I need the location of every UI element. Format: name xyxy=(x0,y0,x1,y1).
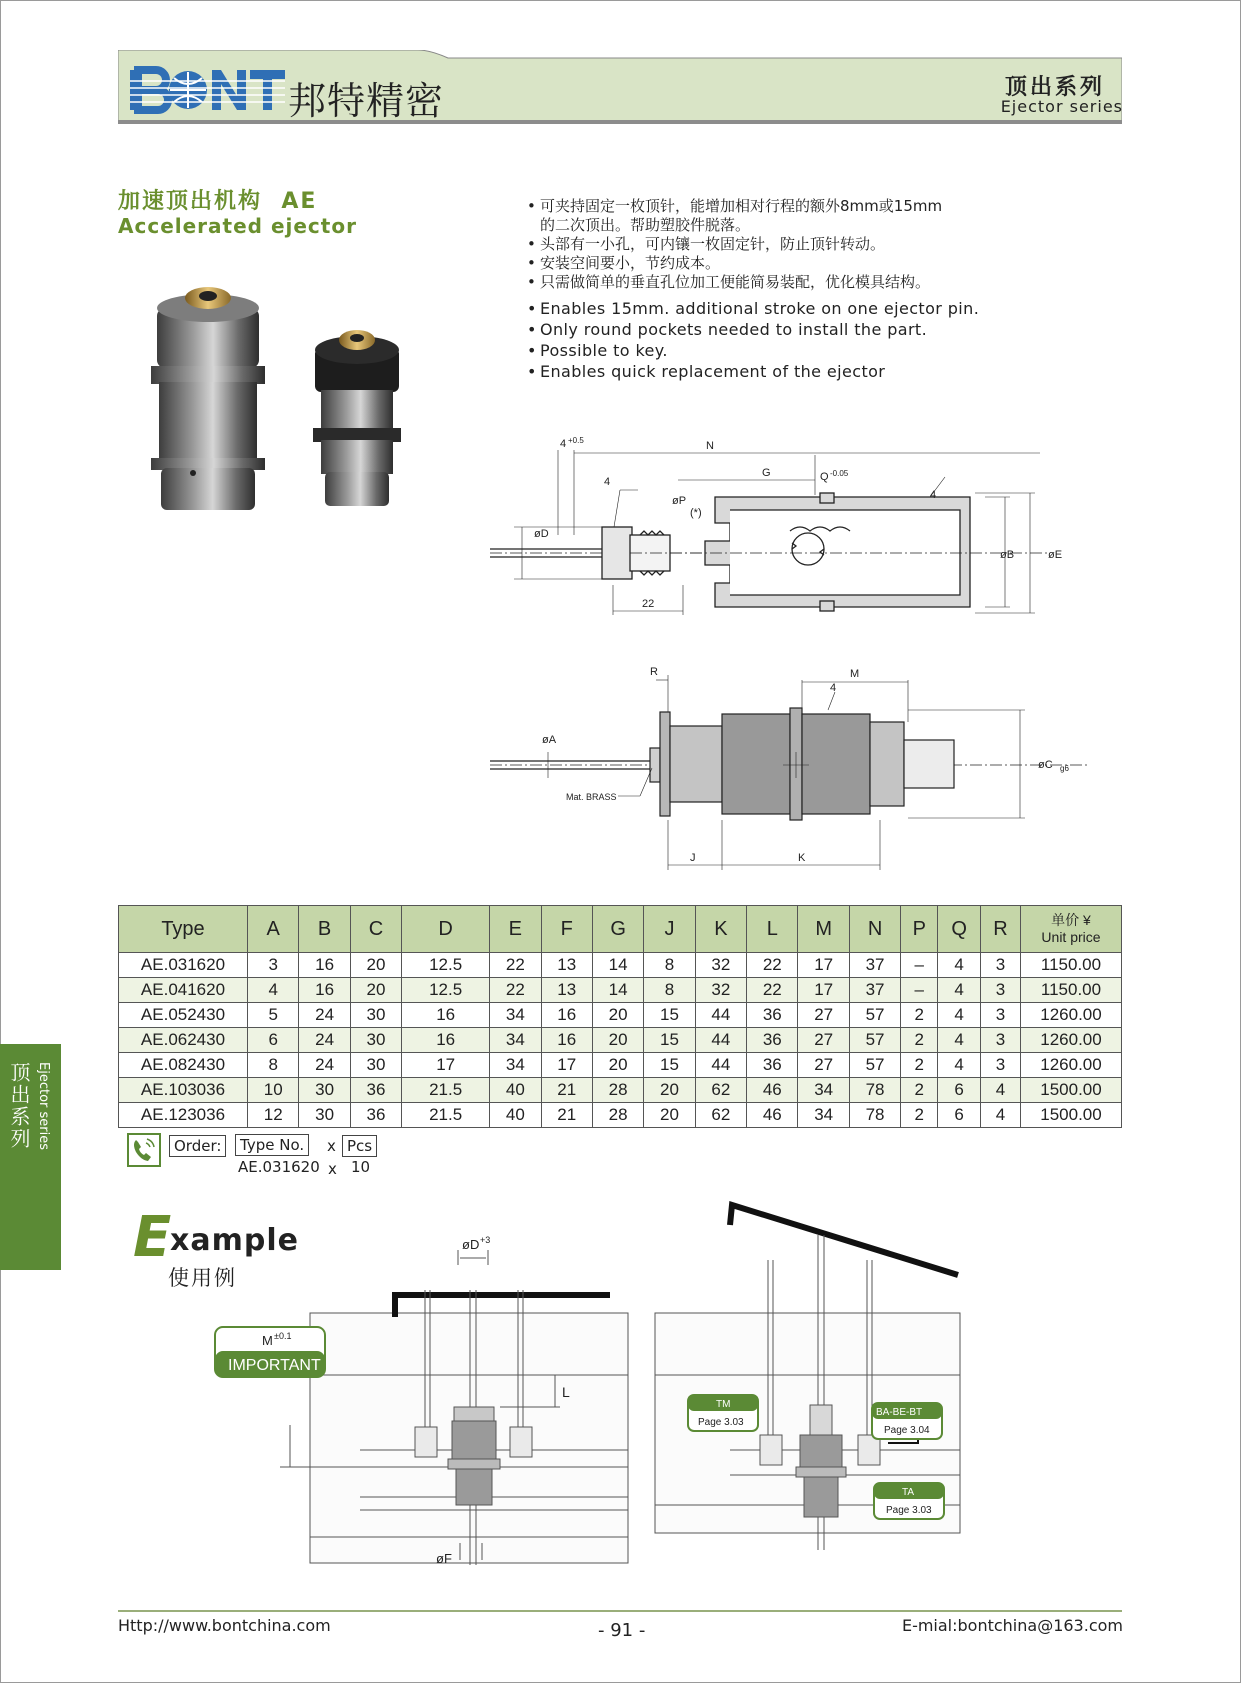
dim-cell: 30 xyxy=(350,1028,401,1053)
dim-cell: 17 xyxy=(541,1053,592,1078)
svg-text:-0.05: -0.05 xyxy=(830,469,849,478)
dim-cell: 34 xyxy=(490,1053,541,1078)
col-header: B xyxy=(299,906,350,953)
dim-cell: 16 xyxy=(402,1028,490,1053)
dim-cell: 4 xyxy=(938,1028,981,1053)
dim-cell: 62 xyxy=(695,1103,746,1128)
order-times: x xyxy=(327,1137,336,1155)
dim-cell: 46 xyxy=(747,1078,798,1103)
dim-cell: 2 xyxy=(901,1078,938,1103)
dim-cell: 4 xyxy=(938,1053,981,1078)
svg-text:øA: øA xyxy=(542,734,557,746)
col-header: J xyxy=(644,906,695,953)
dim-cell: 4 xyxy=(248,978,299,1003)
dim-cell: 5 xyxy=(248,1003,299,1028)
col-header: Q xyxy=(938,906,981,953)
dim-cell: 3 xyxy=(980,1028,1020,1053)
svg-text:4: 4 xyxy=(930,489,937,501)
svg-text:Page 3.04: Page 3.04 xyxy=(884,1425,930,1436)
dim-cell: 27 xyxy=(798,1053,849,1078)
table-header-row xyxy=(119,906,1122,953)
feature-cn-4: • 只需做简单的垂直孔位加工便能简易装配，优化模具结构。 xyxy=(525,273,1045,292)
dim-cell: 37 xyxy=(849,978,900,1003)
svg-text:M: M xyxy=(850,668,860,680)
dim-cell: 20 xyxy=(592,1053,643,1078)
product-code: AE xyxy=(281,189,318,214)
svg-text:øD: øD xyxy=(462,1237,480,1252)
dim-cell: 34 xyxy=(490,1028,541,1053)
type-cell: AE.123036 xyxy=(119,1103,248,1128)
order-example-times: x xyxy=(328,1160,337,1178)
type-cell: AE.082430 xyxy=(119,1053,248,1078)
dim-cell: 30 xyxy=(299,1078,350,1103)
type-cell: AE.062430 xyxy=(119,1028,248,1053)
dim-cell: 20 xyxy=(644,1103,695,1128)
dim-cell: 32 xyxy=(695,953,746,978)
dim-cell: 20 xyxy=(350,978,401,1003)
bont-logo xyxy=(130,66,285,114)
dim-cell: 34 xyxy=(490,1003,541,1028)
svg-text:J: J xyxy=(690,852,696,864)
dim-cell: 16 xyxy=(541,1003,592,1028)
svg-text:4: 4 xyxy=(830,682,837,694)
dim-cell: 17 xyxy=(798,953,849,978)
dim-cell: 12.5 xyxy=(402,953,490,978)
feature-cn-3: • 安装空间要小，节约成本。 xyxy=(525,254,1045,273)
footer-rule xyxy=(118,1610,1122,1612)
table-row xyxy=(119,1103,1122,1128)
table-row xyxy=(119,1078,1122,1103)
type-cell: AE.041620 xyxy=(119,978,248,1003)
col-header: D xyxy=(402,906,490,953)
product-title-en: Accelerated ejector xyxy=(118,214,357,238)
example-title: xample xyxy=(170,1223,299,1258)
table-row xyxy=(119,1053,1122,1078)
side-tab xyxy=(0,1044,61,1270)
dim-cell: 34 xyxy=(798,1103,849,1128)
dim-cell: 44 xyxy=(695,1053,746,1078)
price-cell: 1260.00 xyxy=(1021,1028,1122,1053)
dim-cell: 20 xyxy=(644,1078,695,1103)
dim-cell: 14 xyxy=(592,978,643,1003)
price-cell: 1500.00 xyxy=(1021,1078,1122,1103)
svg-text:øF: øF xyxy=(436,1551,452,1566)
dim-cell: 21.5 xyxy=(402,1078,490,1103)
feature-cn-2: • 头部有一小孔，可内镶一枚固定针，防止顶针转动。 xyxy=(525,235,1045,254)
dim-cell: 40 xyxy=(490,1078,541,1103)
col-header: M xyxy=(798,906,849,953)
svg-text:TM: TM xyxy=(716,1399,731,1410)
col-header: K xyxy=(695,906,746,953)
svg-text:N: N xyxy=(706,440,714,452)
svg-text:(*): (*) xyxy=(690,507,702,519)
dim-cell: 44 xyxy=(695,1028,746,1053)
dim-cell: 6 xyxy=(938,1103,981,1128)
dim-cell: 12 xyxy=(248,1103,299,1128)
feature-en-4: • Enables quick replacement of the ejector xyxy=(525,361,1045,382)
dim-cell: 24 xyxy=(299,1028,350,1053)
dim-cell: 36 xyxy=(350,1103,401,1128)
example-drawing-left xyxy=(210,1235,630,1575)
svg-text:K: K xyxy=(798,852,806,864)
feature-list xyxy=(525,197,1045,382)
dim-cell: 21 xyxy=(541,1078,592,1103)
page-number: - 91 - xyxy=(598,1620,646,1641)
order-pcs-box: Pcs xyxy=(342,1135,377,1157)
price-cell: 1500.00 xyxy=(1021,1103,1122,1128)
dim-cell: 21.5 xyxy=(402,1103,490,1128)
dim-cell: 24 xyxy=(299,1053,350,1078)
dim-cell: 3 xyxy=(980,1003,1020,1028)
col-header: E xyxy=(490,906,541,953)
dim-cell: 8 xyxy=(248,1053,299,1078)
order-example-qty: 10 xyxy=(351,1158,371,1176)
dim-cell: 8 xyxy=(644,978,695,1003)
col-header: R xyxy=(980,906,1020,953)
dim-cell: 57 xyxy=(849,1028,900,1053)
order-type-box: Type No. xyxy=(235,1134,309,1156)
price-cell: 1150.00 xyxy=(1021,953,1122,978)
svg-text:R: R xyxy=(650,666,658,678)
svg-text:g6: g6 xyxy=(1060,764,1069,773)
dim-cell: 22 xyxy=(747,953,798,978)
dim-cell: 20 xyxy=(350,953,401,978)
col-header: L xyxy=(747,906,798,953)
svg-text:G: G xyxy=(762,467,771,479)
svg-text:Mat. BRASS: Mat. BRASS xyxy=(566,792,617,802)
example-title-cn: 使用例 xyxy=(168,1266,237,1290)
svg-text:BA-BE-BT: BA-BE-BT xyxy=(876,1407,923,1418)
dim-cell: 36 xyxy=(747,1053,798,1078)
svg-text:Page 3.03: Page 3.03 xyxy=(698,1417,744,1428)
dim-cell: 57 xyxy=(849,1053,900,1078)
dim-cell: 27 xyxy=(798,1003,849,1028)
dim-cell: 3 xyxy=(248,953,299,978)
type-cell: AE.031620 xyxy=(119,953,248,978)
dim-cell: 22 xyxy=(490,953,541,978)
dim-cell: – xyxy=(901,978,938,1003)
dim-cell: 3 xyxy=(980,1053,1020,1078)
dim-cell: 4 xyxy=(980,1103,1020,1128)
col-header: P xyxy=(901,906,938,953)
svg-text:4: 4 xyxy=(560,438,567,450)
spec-table xyxy=(118,905,1122,1128)
section-drawing xyxy=(490,435,1090,635)
dim-cell: 4 xyxy=(938,978,981,1003)
dim-cell: 4 xyxy=(938,953,981,978)
svg-text:øP: øP xyxy=(672,495,687,507)
svg-text:IMPORTANT: IMPORTANT xyxy=(228,1357,321,1374)
svg-text:L: L xyxy=(562,1384,570,1400)
table-row xyxy=(119,1028,1122,1053)
col-header: G xyxy=(592,906,643,953)
dim-cell: 30 xyxy=(350,1053,401,1078)
dim-cell: 15 xyxy=(644,1053,695,1078)
dim-cell: 2 xyxy=(901,1053,938,1078)
table-row xyxy=(119,953,1122,978)
order-label: Order: xyxy=(169,1135,226,1157)
series-title-en: Ejector series xyxy=(1000,97,1123,116)
col-header: Type xyxy=(119,906,248,953)
svg-text:Page 3.03: Page 3.03 xyxy=(886,1505,932,1516)
dim-cell: 24 xyxy=(299,1003,350,1028)
dim-cell: 17 xyxy=(402,1053,490,1078)
dim-cell: 36 xyxy=(747,1028,798,1053)
svg-text:Q: Q xyxy=(820,471,829,483)
dim-cell: 16 xyxy=(299,978,350,1003)
type-cell: AE.052430 xyxy=(119,1003,248,1028)
col-header-price: 单价 ¥ Unit price xyxy=(1021,906,1122,953)
dim-cell: 34 xyxy=(798,1078,849,1103)
dim-cell: 27 xyxy=(798,1028,849,1053)
feature-en-1: • Enables 15mm. additional stroke on one ejector pin. xyxy=(525,298,1045,319)
dim-cell: 6 xyxy=(938,1078,981,1103)
svg-text:4: 4 xyxy=(604,476,611,488)
dim-cell: 44 xyxy=(695,1003,746,1028)
dim-cell: 37 xyxy=(849,953,900,978)
svg-text:øB: øB xyxy=(1000,549,1015,561)
brand-name-cn: 邦特精密 xyxy=(288,79,445,123)
dim-cell: 22 xyxy=(490,978,541,1003)
product-title-cn: 加速顶出机构 AE xyxy=(118,189,318,214)
dim-cell: 20 xyxy=(592,1003,643,1028)
svg-text:øE: øE xyxy=(1048,549,1063,561)
dim-cell: 40 xyxy=(490,1103,541,1128)
col-header: C xyxy=(350,906,401,953)
dim-cell: 21 xyxy=(541,1103,592,1128)
table-row xyxy=(119,978,1122,1003)
price-cell: 1260.00 xyxy=(1021,1003,1122,1028)
dim-cell: 36 xyxy=(350,1078,401,1103)
product-photo xyxy=(145,278,415,548)
dim-cell: 15 xyxy=(644,1028,695,1053)
feature-cn-1: • 可夹持固定一枚顶针，能增加相对行程的额外8mm或15mm xyxy=(525,197,1045,216)
series-title-cn: 顶出系列 xyxy=(1004,75,1105,100)
svg-text:+0.5: +0.5 xyxy=(568,436,584,445)
svg-text:øC: øC xyxy=(1038,759,1053,771)
svg-text:øD: øD xyxy=(534,528,549,540)
dim-cell: 12.5 xyxy=(402,978,490,1003)
dim-cell: 16 xyxy=(299,953,350,978)
dim-cell: 28 xyxy=(592,1078,643,1103)
order-example-type: AE.031620 xyxy=(238,1158,320,1176)
dim-cell: 8 xyxy=(644,953,695,978)
table-row xyxy=(119,1003,1122,1028)
feature-cn-1-cont: 的二次顶出。帮助塑胶件脱落。 xyxy=(540,216,751,234)
dim-cell: 20 xyxy=(592,1028,643,1053)
phone-icon xyxy=(127,1133,161,1167)
side-tab-cn: 顶出系列 xyxy=(7,1062,31,1150)
dim-cell: 2 xyxy=(901,1003,938,1028)
dim-cell: 30 xyxy=(299,1103,350,1128)
dim-cell: 15 xyxy=(644,1003,695,1028)
dim-cell: 2 xyxy=(901,1028,938,1053)
dim-cell: 3 xyxy=(980,978,1020,1003)
dim-cell: 10 xyxy=(248,1078,299,1103)
dim-cell: 2 xyxy=(901,1103,938,1128)
price-cell: 1260.00 xyxy=(1021,1053,1122,1078)
svg-text:+3: +3 xyxy=(480,1235,491,1245)
col-header: F xyxy=(541,906,592,953)
dim-cell: 36 xyxy=(747,1003,798,1028)
dim-cell: 13 xyxy=(541,978,592,1003)
dim-cell: 57 xyxy=(849,1003,900,1028)
dim-cell: 46 xyxy=(747,1103,798,1128)
svg-text:22: 22 xyxy=(642,598,655,610)
dim-cell: 14 xyxy=(592,953,643,978)
dim-cell: 4 xyxy=(980,1078,1020,1103)
dim-cell: 13 xyxy=(541,953,592,978)
side-tab-en: Ejector series xyxy=(36,1062,51,1150)
svg-text:M: M xyxy=(262,1333,273,1348)
dim-cell: – xyxy=(901,953,938,978)
dim-cell: 17 xyxy=(798,978,849,1003)
example-drawing-right xyxy=(650,1195,970,1575)
dim-cell: 16 xyxy=(402,1003,490,1028)
dim-cell: 28 xyxy=(592,1103,643,1128)
col-header: A xyxy=(248,906,299,953)
price-cell: 1150.00 xyxy=(1021,978,1122,1003)
dim-cell: 32 xyxy=(695,978,746,1003)
feature-en-3: • Possible to key. xyxy=(525,340,1045,361)
svg-text:TA: TA xyxy=(902,1487,915,1498)
footer-email[interactable]: E-mial:bontchina@163.com xyxy=(901,1616,1123,1635)
example-letter: E xyxy=(133,1205,172,1270)
dim-cell: 62 xyxy=(695,1078,746,1103)
dim-cell: 30 xyxy=(350,1003,401,1028)
dim-cell: 78 xyxy=(849,1103,900,1128)
dim-cell: 22 xyxy=(747,978,798,1003)
svg-text:±0.1: ±0.1 xyxy=(274,1331,292,1341)
type-cell: AE.103036 xyxy=(119,1078,248,1103)
dim-cell: 4 xyxy=(938,1003,981,1028)
footer-website[interactable]: Http://www.bontchina.com xyxy=(118,1616,331,1635)
dim-cell: 16 xyxy=(541,1028,592,1053)
outline-drawing xyxy=(490,660,1090,880)
col-header: N xyxy=(849,906,900,953)
dim-cell: 78 xyxy=(849,1078,900,1103)
dim-cell: 3 xyxy=(980,953,1020,978)
feature-en-2: • Only round pockets needed to install the part. xyxy=(525,319,1045,340)
dim-cell: 6 xyxy=(248,1028,299,1053)
